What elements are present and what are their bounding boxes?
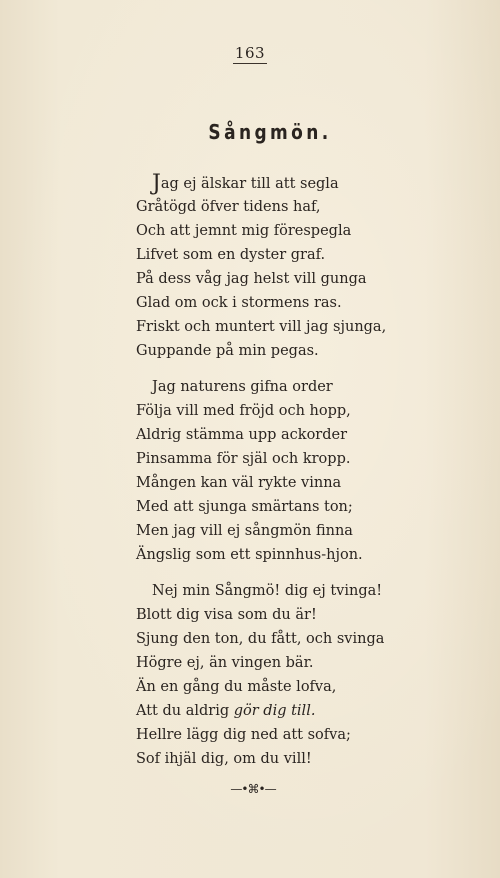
verse-line: Gråtögd öfver tidens haf,	[136, 199, 321, 215]
verse-line: Hellre lägg dig ned att sofva;	[136, 727, 351, 743]
verse-line: Men jag vill ej sångmön finna	[136, 523, 353, 539]
verse-line: Högre ej, än vingen bär.	[136, 655, 314, 671]
verse-line: Pinsamma för själ och kropp.	[136, 451, 351, 467]
verse-line: Jag naturens gifna order	[152, 379, 333, 395]
verse-line: Lifvet som en dyster graf.	[136, 247, 326, 263]
verse-line: Sjung den ton, du fått, och svinga	[136, 631, 385, 647]
poem-title: Sångmön.	[208, 120, 332, 144]
verse-line: Följa vill med fröjd och hopp,	[136, 403, 351, 419]
end-ornament: —•⌘•—	[230, 782, 276, 796]
verse-line: Nej min Sångmö! dig ej tvinga!	[152, 583, 383, 599]
verse-line: Jag ej älskar till att segla	[152, 171, 339, 196]
verse-line: Sof ihjäl dig, om du vill!	[136, 751, 312, 767]
verse-line: Guppande på min pegas.	[136, 343, 319, 359]
verse-line: Glad om ock i stormens ras.	[136, 295, 342, 311]
verse-line: Mången kan väl rykte vinna	[136, 475, 342, 491]
verse-line: Än en gång du måste lofva,	[136, 679, 337, 695]
verse-line: Och att jemnt mig förespegla	[136, 223, 352, 239]
page-number: 163	[234, 44, 266, 62]
verse-line: Blott dig visa som du är!	[136, 607, 317, 623]
verse-line: På dess våg jag helst vill gunga	[136, 271, 367, 287]
verse-line: Aldrig stämma upp ackorder	[136, 427, 348, 443]
verse-line: Att du aldrig gör dig till.	[136, 703, 316, 719]
verse-line: Ängslig som ett spinnhus-hjon.	[136, 547, 363, 563]
verse-line: Friskt och muntert vill jag sjunga,	[136, 319, 387, 335]
verse-line: Med att sjunga smärtans ton;	[136, 499, 353, 515]
